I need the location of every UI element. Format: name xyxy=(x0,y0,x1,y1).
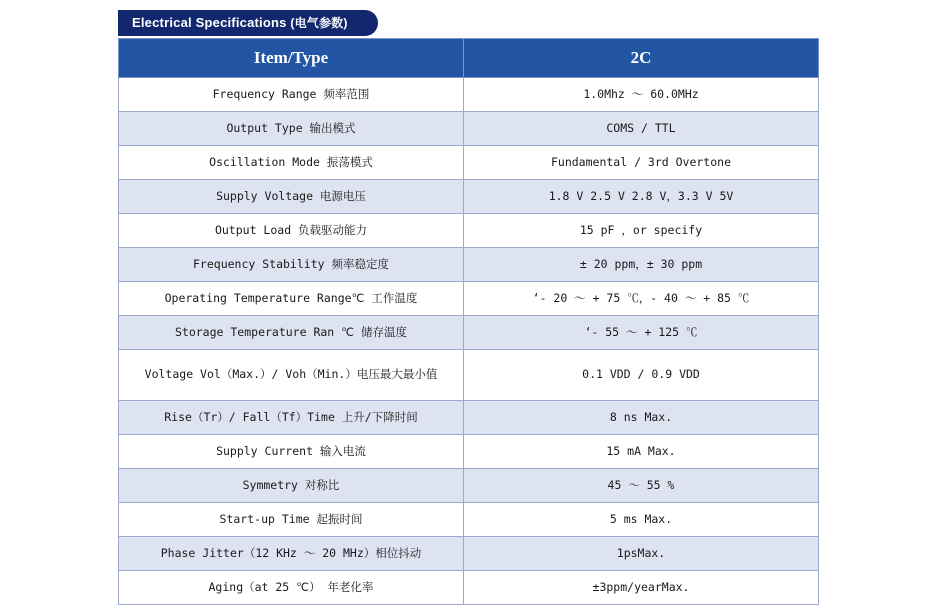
row-item-value: 45 ～ 55 % xyxy=(464,469,819,503)
table-row xyxy=(119,248,819,282)
section-banner xyxy=(118,10,818,36)
row-item-label: Start-up Time 起振时间 xyxy=(119,503,464,537)
table-row xyxy=(119,214,819,248)
table-row xyxy=(119,180,819,214)
row-item-label: Operating Temperature Range℃ 工作温度 xyxy=(119,282,464,316)
row-item-value: 1psMax. xyxy=(464,537,819,571)
row-item-label: Frequency Range 频率范围 xyxy=(119,78,464,112)
row-item-value: ‘- 20 ～ + 75 ℃，- 40 ～ + 85 ℃ xyxy=(464,282,819,316)
table-row xyxy=(119,435,819,469)
row-item-value: 0.1 VDD / 0.9 VDD xyxy=(464,350,819,401)
row-item-value: 15 mA Max. xyxy=(464,435,819,469)
row-item-label: Supply Voltage 电源电压 xyxy=(119,180,464,214)
row-item-value: 5 ms Max. xyxy=(464,503,819,537)
column-header-type: 2C xyxy=(464,39,819,78)
row-item-value: 1.0Mhz ～ 60.0MHz xyxy=(464,78,819,112)
row-item-label: Frequency Stability 频率稳定度 xyxy=(119,248,464,282)
row-item-label: Phase Jitter（12 KHz ～ 20 MHz）相位抖动 xyxy=(119,537,464,571)
table-row xyxy=(119,282,819,316)
banner-title-en: Electrical Specifications xyxy=(132,15,291,30)
row-item-label: Voltage Vol（Max.）/ Voh（Min.）电压最大最小值 xyxy=(119,350,464,401)
electrical-specifications-table xyxy=(118,38,819,605)
column-header-item: Item/Type xyxy=(119,39,464,78)
row-item-label: Output Load 负载驱动能力 xyxy=(119,214,464,248)
row-item-label: Supply Current 输入电流 xyxy=(119,435,464,469)
table-row xyxy=(119,401,819,435)
table-header-row xyxy=(119,39,819,78)
table-row xyxy=(119,146,819,180)
row-item-label: Aging（at 25 ℃） 年老化率 xyxy=(119,571,464,605)
row-item-value: COMS / TTL xyxy=(464,112,819,146)
row-item-label: Storage Temperature Ran ℃ 储存温度 xyxy=(119,316,464,350)
row-item-value: ‘- 55 ～ + 125 ℃ xyxy=(464,316,819,350)
table-row xyxy=(119,316,819,350)
row-item-label: Symmetry 对称比 xyxy=(119,469,464,503)
row-item-value: 15 pF ，or specify xyxy=(464,214,819,248)
row-item-label: Oscillation Mode 振荡模式 xyxy=(119,146,464,180)
row-item-value: 1.8 V 2.5 V 2.8 V，3.3 V 5V xyxy=(464,180,819,214)
banner-title-cn: (电气参数) xyxy=(290,16,348,30)
row-item-value: Fundamental / 3rd Overtone xyxy=(464,146,819,180)
table-row xyxy=(119,78,819,112)
table-row xyxy=(119,503,819,537)
row-item-value: ± 20 ppm，± 30 ppm xyxy=(464,248,819,282)
row-item-label: Rise（Tr）/ Fall（Tf）Time 上升/下降时间 xyxy=(119,401,464,435)
table-row xyxy=(119,112,819,146)
banner-title xyxy=(132,14,348,31)
row-item-value: ±3ppm/yearMax. xyxy=(464,571,819,605)
table-row xyxy=(119,469,819,503)
row-item-value: 8 ns Max. xyxy=(464,401,819,435)
table-row xyxy=(119,537,819,571)
table-row xyxy=(119,350,819,401)
table-row xyxy=(119,571,819,605)
row-item-label: Output Type 输出模式 xyxy=(119,112,464,146)
